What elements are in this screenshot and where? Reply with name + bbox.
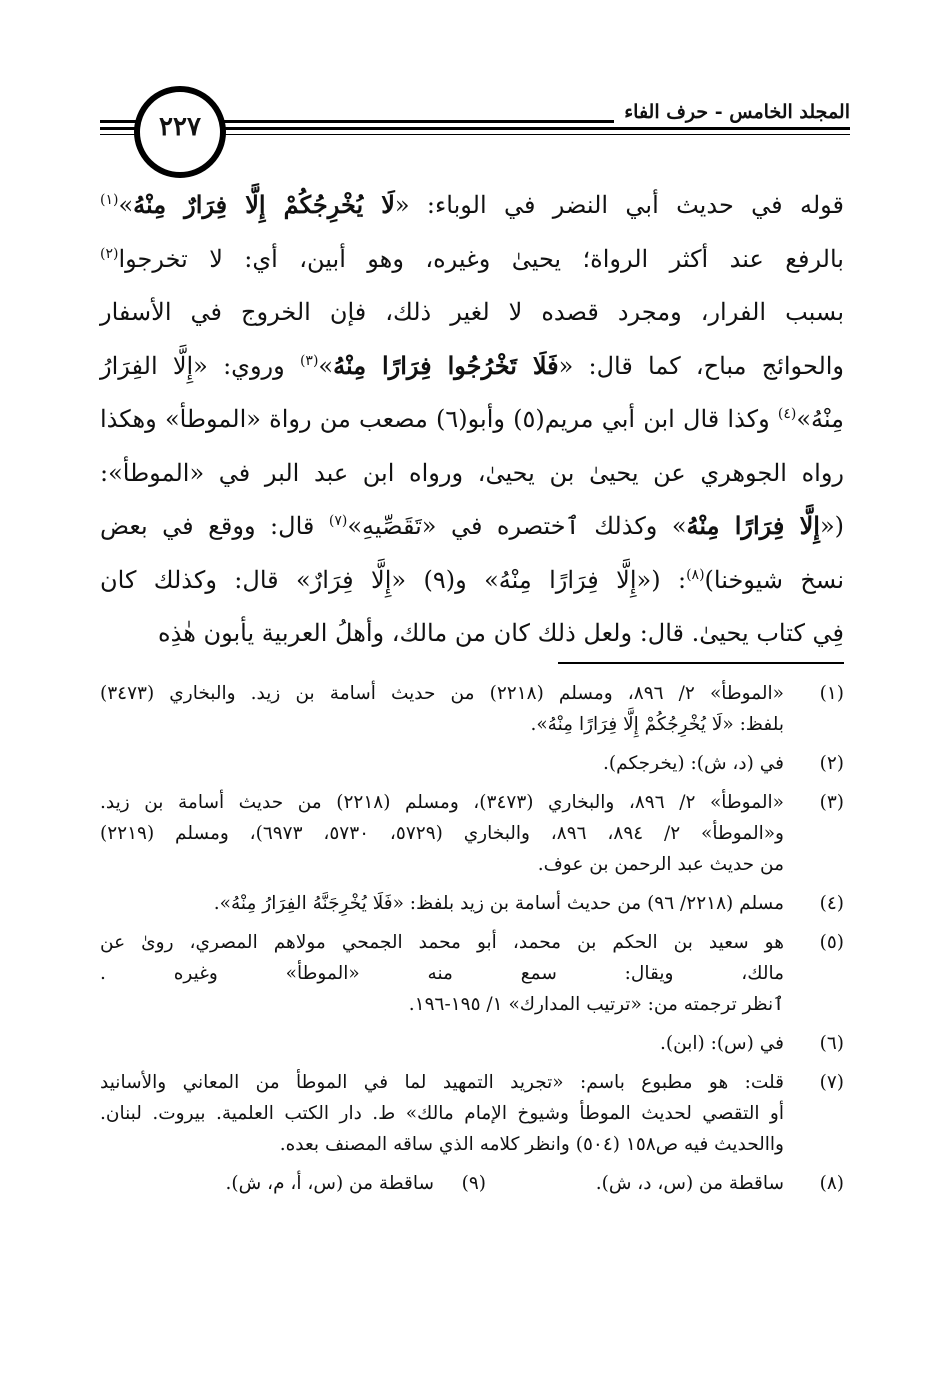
main-text [100, 178, 844, 660]
footnote-number: (٩) [461, 1173, 486, 1194]
text-line [100, 285, 844, 339]
text-run: » وكذلك ٱختصره في «تَقَصِّيهِ» [347, 512, 687, 540]
text-run: » [118, 191, 134, 219]
text-run: قال: ووقع في بعض [100, 512, 329, 540]
text-line [100, 606, 844, 660]
footnote-pair [100, 1168, 844, 1199]
text-line [100, 553, 844, 607]
text-line [100, 446, 844, 500]
footnote [100, 888, 844, 919]
footnote-text: ساقطة من (س، أ، م، ش). [225, 1173, 434, 1194]
footnote [100, 927, 844, 1020]
footnote-line: مالك، ويقال: سمع منه «الموطأ» وغيره . [100, 963, 784, 984]
footnote-marker: (٣) [299, 352, 319, 369]
footnote-line: «الموطأ» ٢/ ٨٩٦، والبخاري (٣٤٧٣)، ومسلم (٢٢١٨) من حديث أسامة بن زيد. [100, 792, 784, 813]
footnote-text: ساقطة من (س، د، ش). [595, 1173, 784, 1194]
footnote [100, 1067, 844, 1160]
text-run: فِي كتاب يحيىٰ. قال: ولعل ذلك كان من مالك، وأهلُ العربية يأبون هٰذِه [158, 619, 844, 647]
footnote-number: (٥) [819, 932, 844, 953]
text-line [100, 178, 844, 232]
footnote-number: (٦) [819, 1033, 844, 1054]
footnote-number: (٢) [819, 753, 844, 774]
footnote-line: و«الموطأ» ٢/ ٨٩٤، ٨٩٦، والبخاري (٥٧٢٩، ٥٧٣٠، ٦٩٧٣)، ومسلم (٢٢١٩) [100, 823, 784, 844]
footnote [100, 787, 844, 880]
text-line [100, 232, 844, 286]
hadith-quote: فَلَا تَخْرُجُوا فِرَارًا مِنْهُ [333, 350, 559, 380]
footnote-line: ٱنظر ترجمته من: «ترتيب المدارك» ١/ ١٩٥-١٩٦. [408, 994, 784, 1015]
page-number: ٢٢٧ [159, 112, 201, 142]
footnote-line: قلت: هو مطبوع باسم: «تجريد التمهيد لما في الموطأ من المعاني والأسانيد [100, 1072, 784, 1093]
footnote-line: في (س): (ابن). [660, 1033, 784, 1054]
footnote-marker: (٤) [777, 406, 797, 422]
footnote-line: مسلم (٢٢١٨/ ٩٦) من حديث أسامة بن زيد بلفظ: «فَلَا يُخْرِجَنَّهُ الفِرَارُ مِنْهُ». [213, 893, 784, 914]
text-run: وكذا قال ابن أبي مريم(٥) وأبو(٦) مصعب من رواة «الموطأ» وهكذا [100, 405, 778, 433]
page-number-circle [134, 86, 226, 178]
footnote [100, 748, 844, 779]
footnote-line: «الموطأ» ٢/ ٨٩٦، ومسلم (٢٢١٨) من حديث أسامة بن زيد. والبخاري (٣٤٧٣) [100, 683, 784, 704]
footnote-number: (١) [819, 683, 844, 704]
footnote-line: من حديث عبد الرحمن بن عوف. [537, 854, 784, 875]
footnote-marker: (٢) [100, 245, 119, 262]
footnote [100, 678, 844, 740]
text-run: : («إِلَّا فِرَارًا مِنْهُ» و(٩) «إِلَّا فِرَارٌ» قال: وكذلك كان [100, 565, 687, 594]
page-header [100, 86, 850, 186]
text-run: رواه الجوهري عن يحيىٰ بن يحيىٰ، ورواه ابن عبد البر في «الموطأ»: [100, 458, 844, 487]
text-run: بسبب الفرار، ومجرد قصده لا لغير ذلك، فإن الخروج في الأسفار [100, 298, 844, 326]
text-line [100, 499, 844, 553]
text-run: (« [819, 512, 845, 540]
footnotes [100, 678, 844, 1199]
footnote-separator [558, 662, 844, 664]
footnote-line: أو التقصي لحديث الموطأ وشيوخ الإمام مالك» ط. دار الكتب العلمية. بيروت. لبنان. [100, 1103, 784, 1124]
footnote-number: (٤) [819, 893, 844, 914]
text-run: والحوائج مباح، كما قال: « [558, 351, 845, 380]
footnote-marker: (٧) [328, 513, 348, 529]
text-run: مِنْهُ» [796, 405, 844, 433]
footnote-number: (٨) [819, 1173, 844, 1194]
text-run: وروي: «إِلَّا الفِرَارُ [100, 351, 300, 380]
footnote-marker: (١) [100, 192, 119, 208]
hadith-quote: إِلَّا فِرَارًا مِنْهُ [686, 511, 820, 540]
footnote-line: واالحديث فيه ص١٥٨ (٥٠٤) وانظر كلامه الذي ساقه المصنف بعده. [279, 1134, 784, 1155]
text-run: نسخ شيوخنا) [704, 565, 845, 594]
footnote-number: (٧) [819, 1072, 844, 1093]
footnote-line: هو سعيد بن الحكم بن محمد، أبو محمد الجمحي مولاهم المصري، روىٰ عن [100, 932, 784, 953]
text-run: » [318, 351, 334, 380]
footnote-number: (٣) [819, 792, 844, 813]
footnote-marker: (٨) [686, 566, 705, 583]
footnote [100, 1028, 844, 1059]
text-line [100, 339, 844, 393]
text-line [100, 392, 844, 446]
hadith-quote: لَا يُخْرِجُكُمْ إِلَّا فِرَارٌ مِنْهُ [133, 190, 395, 219]
running-head: المجلد الخامس - حرف الفاء [614, 98, 850, 126]
footnote-line: في (د، ش): (يخرجكم). [603, 753, 784, 774]
text-run: بالرفع عند أكثر الرواة؛ يحيىٰ وغيره، وهو أبين، أي: لا تخرجوا [118, 244, 844, 273]
footnote-line: بلفظ: «لَا يُخْرِجُكُمْ إِلَّا فِرَارًا مِنْهُ». [530, 714, 784, 735]
text-run: قوله في حديث أبي النضر في الوباء: « [394, 191, 845, 219]
